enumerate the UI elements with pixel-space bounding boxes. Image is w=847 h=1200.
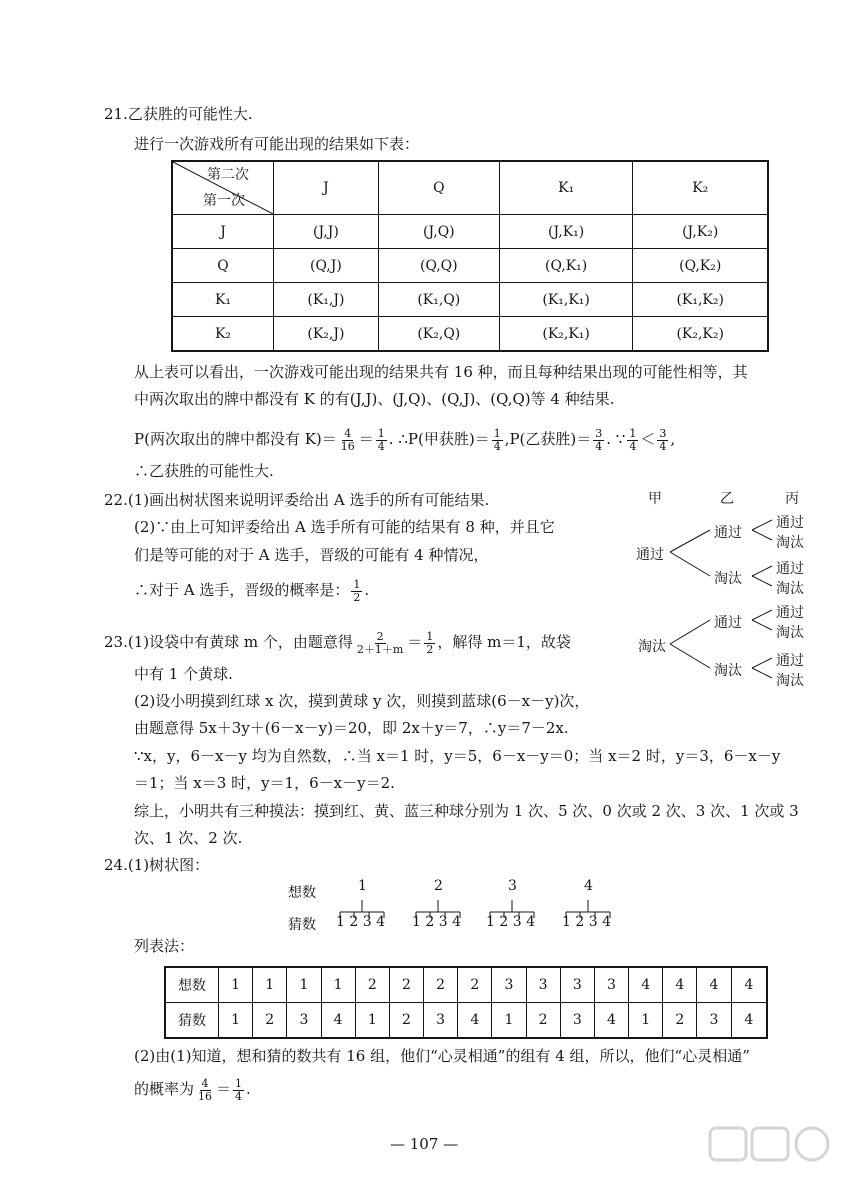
tree-group-label: 3 (508, 878, 517, 894)
numerator: 1 (353, 577, 361, 591)
table-cell: 3 (492, 967, 526, 1003)
table-cell: 4 (697, 967, 731, 1003)
fraction (233, 1078, 244, 1103)
tree-node-fail: 淘汰 (714, 663, 742, 679)
table-cell: 3 (526, 967, 560, 1003)
table-cell: (Q,K₁) (499, 249, 633, 283)
formula-text: ＝ (358, 430, 374, 448)
q23-line-4: 由题意得 5x＋3y＋(6－x－y)＝20，即 2x＋y＝7，∴y＝7－2x. (134, 719, 569, 737)
text: 23.(1)设袋中有黄球 m 个，由题意得 (104, 633, 353, 651)
fraction (351, 579, 362, 604)
denominator: 4 (595, 439, 603, 453)
q22-line-4 (134, 575, 369, 605)
numerator: 1 (235, 1076, 243, 1090)
q24-para-2a: (2)由(1)知道，想和猜的数共有 16 组，他们“心灵相通”的组有 4 组，所以，他们“心灵相通” (134, 1047, 750, 1065)
q24-para-2b (134, 1072, 251, 1106)
col-header: K₂ (633, 161, 768, 215)
table-cell: 3 (560, 967, 594, 1003)
table-cell: (K₂,K₂) (633, 317, 768, 352)
table-cell: 1 (321, 967, 355, 1003)
table-cell: 4 (663, 967, 697, 1003)
q23-line-6: ＝1；当 x＝3 时，y＝1，6－x－y＝2. (134, 774, 395, 792)
col-header: Q (378, 161, 499, 215)
q21-para-1: 从上表可以看出，一次游戏可能出现的结果共有 16 种，而且每种结果出现的可能性相等，其 (134, 363, 748, 381)
table-cell: (K₂,J) (274, 317, 379, 352)
tree-leaf-fail: 淘汰 (776, 625, 804, 641)
q23-line-3: (2)设小明摸到红球 x 次，摸到黄球 y 次，则摸到蓝球(6－x－y)次， (134, 692, 590, 710)
table-cell: (J,J) (274, 215, 379, 249)
text: 的概率为 (134, 1080, 195, 1098)
numerator: 1 (426, 629, 434, 643)
tree-leaves: 1 2 3 4 (336, 914, 385, 930)
formula-text: ,P(乙获胜)＝ (504, 430, 592, 448)
table-cell: 1 (219, 967, 253, 1003)
q23-line-8: 次、1 次、2 次. (134, 829, 243, 847)
table-cell: 2 (458, 967, 492, 1003)
denominator: 2 (426, 642, 434, 656)
q23-line-1 (104, 625, 571, 659)
tree-think-label: 想数 (288, 885, 316, 901)
table-row (172, 215, 768, 249)
q24-tree-diagram (288, 878, 628, 938)
tree-node-pass: 通过 (636, 547, 664, 563)
tree-node-fail: 淘汰 (638, 639, 666, 655)
row-header: K₂ (172, 317, 274, 352)
denominator: 4 (493, 439, 501, 453)
table-cell: (J,K₁) (499, 215, 633, 249)
watermark-logo (700, 1120, 840, 1190)
tree-group-label: 2 (434, 878, 443, 894)
table-cell: (Q,K₂) (633, 249, 768, 283)
tree-guess-label: 猜数 (288, 917, 316, 933)
table-header-row (172, 161, 768, 215)
table-cell: (K₁,K₂) (633, 283, 768, 317)
fraction (627, 428, 638, 453)
table-cell: 1 (219, 1003, 253, 1039)
row-header: Q (172, 249, 274, 283)
table-cell: (K₁,K₁) (499, 283, 633, 317)
text: ∴对于 A 选手，晋级的概率是： (134, 581, 350, 599)
tree-leaf-fail: 淘汰 (776, 673, 804, 689)
numerator: 2 (376, 629, 384, 643)
numerator: 4 (344, 426, 352, 440)
text: ＝ (216, 1080, 232, 1098)
denominator: 4 (659, 439, 667, 453)
row-header: K₁ (172, 283, 274, 317)
fraction (492, 428, 503, 453)
table-cell: 4 (594, 1003, 628, 1039)
q24-list-label: 列表法： (134, 937, 195, 955)
table-cell: 4 (629, 967, 663, 1003)
table-row (165, 967, 767, 1003)
numerator: 1 (493, 426, 501, 440)
tree-node-fail: 淘汰 (714, 571, 742, 587)
table-row (172, 283, 768, 317)
table-cell: 3 (697, 1003, 731, 1039)
table-cell: 3 (594, 967, 628, 1003)
tree-leaf-fail: 淘汰 (776, 581, 804, 597)
denominator: 4 (629, 439, 637, 453)
q24-list-table (164, 966, 768, 1039)
table-cell: 1 (629, 1003, 663, 1039)
text: ，解得 m＝1，故袋 (437, 633, 571, 651)
table-cell: (K₁,Q) (378, 283, 499, 317)
q23-line-7: 综上，小明共有三种摸法：摸到红、黄、蓝三种球分别为 1 次、5 次、0 次或 2 次、3 次、1 次或 3 (134, 802, 799, 820)
q22-line-1: 22.(1)画出树状图来说明评委给出 A 选手的所有可能结果. (104, 491, 490, 509)
formula-text: . ∵ (606, 430, 626, 448)
tree-leaf-fail: 淘汰 (776, 535, 804, 551)
q23-line-5: ∵x，y，6－x－y 均为自然数，∴当 x＝1 时，y＝5，6－x－y＝0；当 x＝2 时，y＝3，6－x－y (134, 747, 781, 765)
table-cell: 1 (355, 1003, 389, 1039)
table-cell: 1 (253, 967, 287, 1003)
q22-line-3: 们是等可能的对于 A 选手，晋级的可能有 4 种情况， (134, 546, 489, 564)
numerator: 3 (659, 426, 667, 440)
fraction (593, 428, 604, 453)
tree-leaf-pass: 通过 (776, 561, 804, 577)
table-cell: 2 (355, 967, 389, 1003)
q21-heading: 21.乙获胜的可能性大. (104, 105, 253, 123)
q22-line-2: (2)∵由上可知评委给出 A 选手所有可能的结果有 8 种，并且它 (134, 518, 555, 536)
table-cell: 4 (731, 967, 767, 1003)
tree-leaves: 1 2 3 4 (412, 914, 461, 930)
denominator: 16 (340, 439, 355, 453)
numerator: 1 (629, 426, 637, 440)
diag-bottom-label: 第一次 (203, 193, 245, 209)
row-header: 想数 (165, 967, 219, 1003)
numerator: 4 (201, 1076, 209, 1090)
tree-leaves: 1 2 3 4 (562, 914, 611, 930)
text: ＝ (407, 633, 423, 651)
text: . (364, 581, 370, 599)
table-cell: 2 (389, 1003, 423, 1039)
tree-leaf-pass: 通过 (776, 515, 804, 531)
tree-leaves: 1 2 3 4 (486, 914, 535, 930)
q21-para-2: 中两次取出的牌中都没有 K 的有(J,J)、(J,Q)、(Q,J)、(Q,Q)等 4 种结果. (134, 390, 615, 408)
table-cell: (J,Q) (378, 215, 499, 249)
q23-line-2: 中有 1 个黄球. (134, 665, 233, 683)
fraction (355, 631, 405, 656)
denominator: 4 (377, 439, 385, 453)
row-header: J (172, 215, 274, 249)
formula-text: P(两次取出的牌中都没有 K)＝ (134, 430, 337, 448)
diagonal-header-cell (172, 161, 274, 215)
table-cell: 3 (560, 1003, 594, 1039)
fraction (339, 428, 357, 453)
table-cell: (K₂,Q) (378, 317, 499, 352)
table-cell: (K₂,K₁) (499, 317, 633, 352)
table-cell: 4 (731, 1003, 767, 1039)
table-cell: (J,K₂) (633, 215, 768, 249)
table-cell: 2 (526, 1003, 560, 1039)
denominator: 2＋1＋m (356, 642, 404, 656)
q21-intro: 进行一次游戏所有可能出现的结果如下表： (134, 135, 420, 153)
numerator: 1 (377, 426, 385, 440)
tree-group-label: 1 (358, 878, 367, 894)
tree-leaf-pass: 通过 (776, 653, 804, 669)
q21-outcome-table (171, 160, 769, 352)
table-cell: 1 (287, 967, 321, 1003)
page-number: — 107 — (390, 1135, 459, 1153)
tree-header-yi: 乙 (720, 491, 734, 507)
row-header: 猜数 (165, 1003, 219, 1039)
fraction (376, 428, 387, 453)
table-cell: (K₁,J) (274, 283, 379, 317)
fraction (657, 428, 668, 453)
table-cell: 3 (287, 1003, 321, 1039)
table-cell: 2 (663, 1003, 697, 1039)
tree-header-jia: 甲 (648, 491, 662, 507)
col-header: K₁ (499, 161, 633, 215)
fraction (196, 1078, 214, 1103)
denominator: 4 (235, 1089, 243, 1103)
formula-text: , (670, 430, 676, 448)
table-cell: 4 (321, 1003, 355, 1039)
q21-conclusion: ∴乙获胜的可能性大. (134, 462, 274, 480)
text: . (246, 1080, 251, 1098)
q24-line-1: 24.(1)树状图： (104, 856, 210, 874)
table-cell: 2 (253, 1003, 287, 1039)
table-cell: 1 (492, 1003, 526, 1039)
denominator: 16 (198, 1089, 213, 1103)
denominator: 2 (353, 590, 361, 604)
table-row (172, 249, 768, 283)
formula-text: ＜ (640, 430, 656, 448)
tree-node-pass: 通过 (714, 525, 742, 541)
col-header: J (274, 161, 379, 215)
table-cell: 4 (458, 1003, 492, 1039)
tree-header-bing: 丙 (785, 491, 799, 507)
q21-formula-line (134, 424, 675, 454)
table-cell: (Q,J) (274, 249, 379, 283)
table-row (165, 1003, 767, 1039)
table-cell: (Q,Q) (378, 249, 499, 283)
tree-node-pass: 通过 (714, 615, 742, 631)
table-cell: 2 (389, 967, 423, 1003)
formula-text: . ∴P(甲获胜)＝ (388, 430, 490, 448)
table-cell: 3 (424, 1003, 458, 1039)
diag-top-label: 第二次 (207, 167, 249, 183)
table-cell: 2 (424, 967, 458, 1003)
table-row (172, 317, 768, 352)
tree-group-label: 4 (584, 878, 593, 894)
tree-leaf-pass: 通过 (776, 605, 804, 621)
fraction (424, 631, 435, 656)
numerator: 3 (595, 426, 603, 440)
